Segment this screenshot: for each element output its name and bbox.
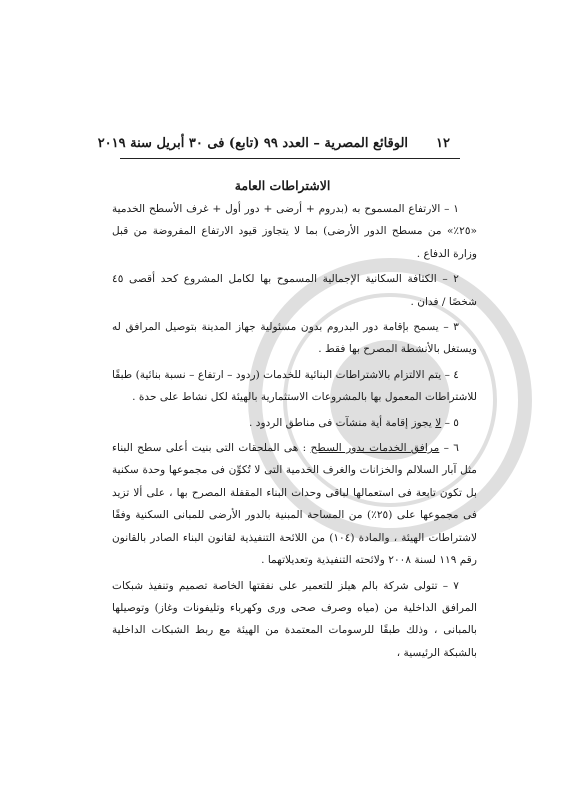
page-header	[97, 136, 450, 151]
clause-6-number: ٦ –	[439, 442, 459, 455]
clause-6	[112, 437, 477, 571]
clause-5	[112, 412, 477, 434]
publication-title: الوقائع المصرية – العدد ٩٩ (تابع) فى ٣٠ أبريل سنة ٢٠١٩	[97, 136, 409, 151]
clause-4: ٤ – يتم الالتزام بالاشتراطات البنائية للخدمات (ردود – ارتفاع – نسبة بنائية) طبقًا للاشتراطات المعمول بها بالمشروعات الاستثمارية بالهيئة لكل نشاط على حدة .	[112, 368, 477, 404]
header-divider	[120, 158, 460, 159]
clause-5-number: ٥ –	[441, 416, 459, 429]
document-body	[112, 198, 477, 667]
clause-6-text: : هى الملحقات التى بنيت أعلى سطح البناء مثل آبار السلالم والخزانات والغرف الخدمية التى لا تُكوِّن فى مجموعها وحدة سكنية بل تكون تابعة فى استعمالها لباقى وحدات البناء المقفلة المصرح بها ، على ألا تزيد فى مجموعها على (٢٥٪) من المساحة المبنية بالدور الأرضى للمبانى السكنية وفقًا لاشتراطات الهيئة ، والمادة (١٠٤) من اللائحة التنفيذية لقانون البناء الصادر بالقانون رقم ١١٩ لسنة ٢٠٠٨ ولائحته التنفيذية وتعديلاتهما .	[112, 442, 477, 567]
clause-1: ١ – الارتفاع المسموح به (بدروم + أرضى + دور أول + غرف الأسطح الخدمية «٢٥٪» من مسطح الدور الأرضى) بما لا يتجاوز قيود الارتفاع المفروضة من قبل وزارة الدفاع .	[112, 203, 477, 260]
clause-3: ٣ – يسمح بإقامة دور البدروم بدون مسئولية جهاز المدينة بتوصيل المرافق له ويستغل بالأنشطة المصرح بها فقط .	[112, 321, 477, 356]
clause-6-underlined: مرافق الخدمات بدور السطح	[310, 442, 440, 455]
clause-7: ٧ – تتولى شركة بالم هيلز للتعمير على نفقتها الخاصة تصميم وتنفيذ شبكات المرافق الداخلية من (مياه وصرف صحى ورى وكهرباء وتليفونات وغاز) وتوصيلها بالمبانى ، وذلك طبقًا للرسومات المعتمدة من الهيئة مع ربط الشبكات الداخلية بالشبكة الرئيسية ،	[112, 579, 477, 659]
section-title: الاشتراطات العامة	[234, 178, 331, 193]
clause-2: ٢ – الكثافة السكانية الإجمالية المسموح بها لكامل المشروع كحد أقصى ٤٥ شخصًا / فدان .	[112, 273, 477, 308]
clause-5-text: يجوز إقامة أية منشآت فى مناطق الردود .	[249, 416, 436, 429]
page-number: ١٢	[436, 136, 450, 151]
clause-5-underlined: لا	[435, 416, 442, 429]
